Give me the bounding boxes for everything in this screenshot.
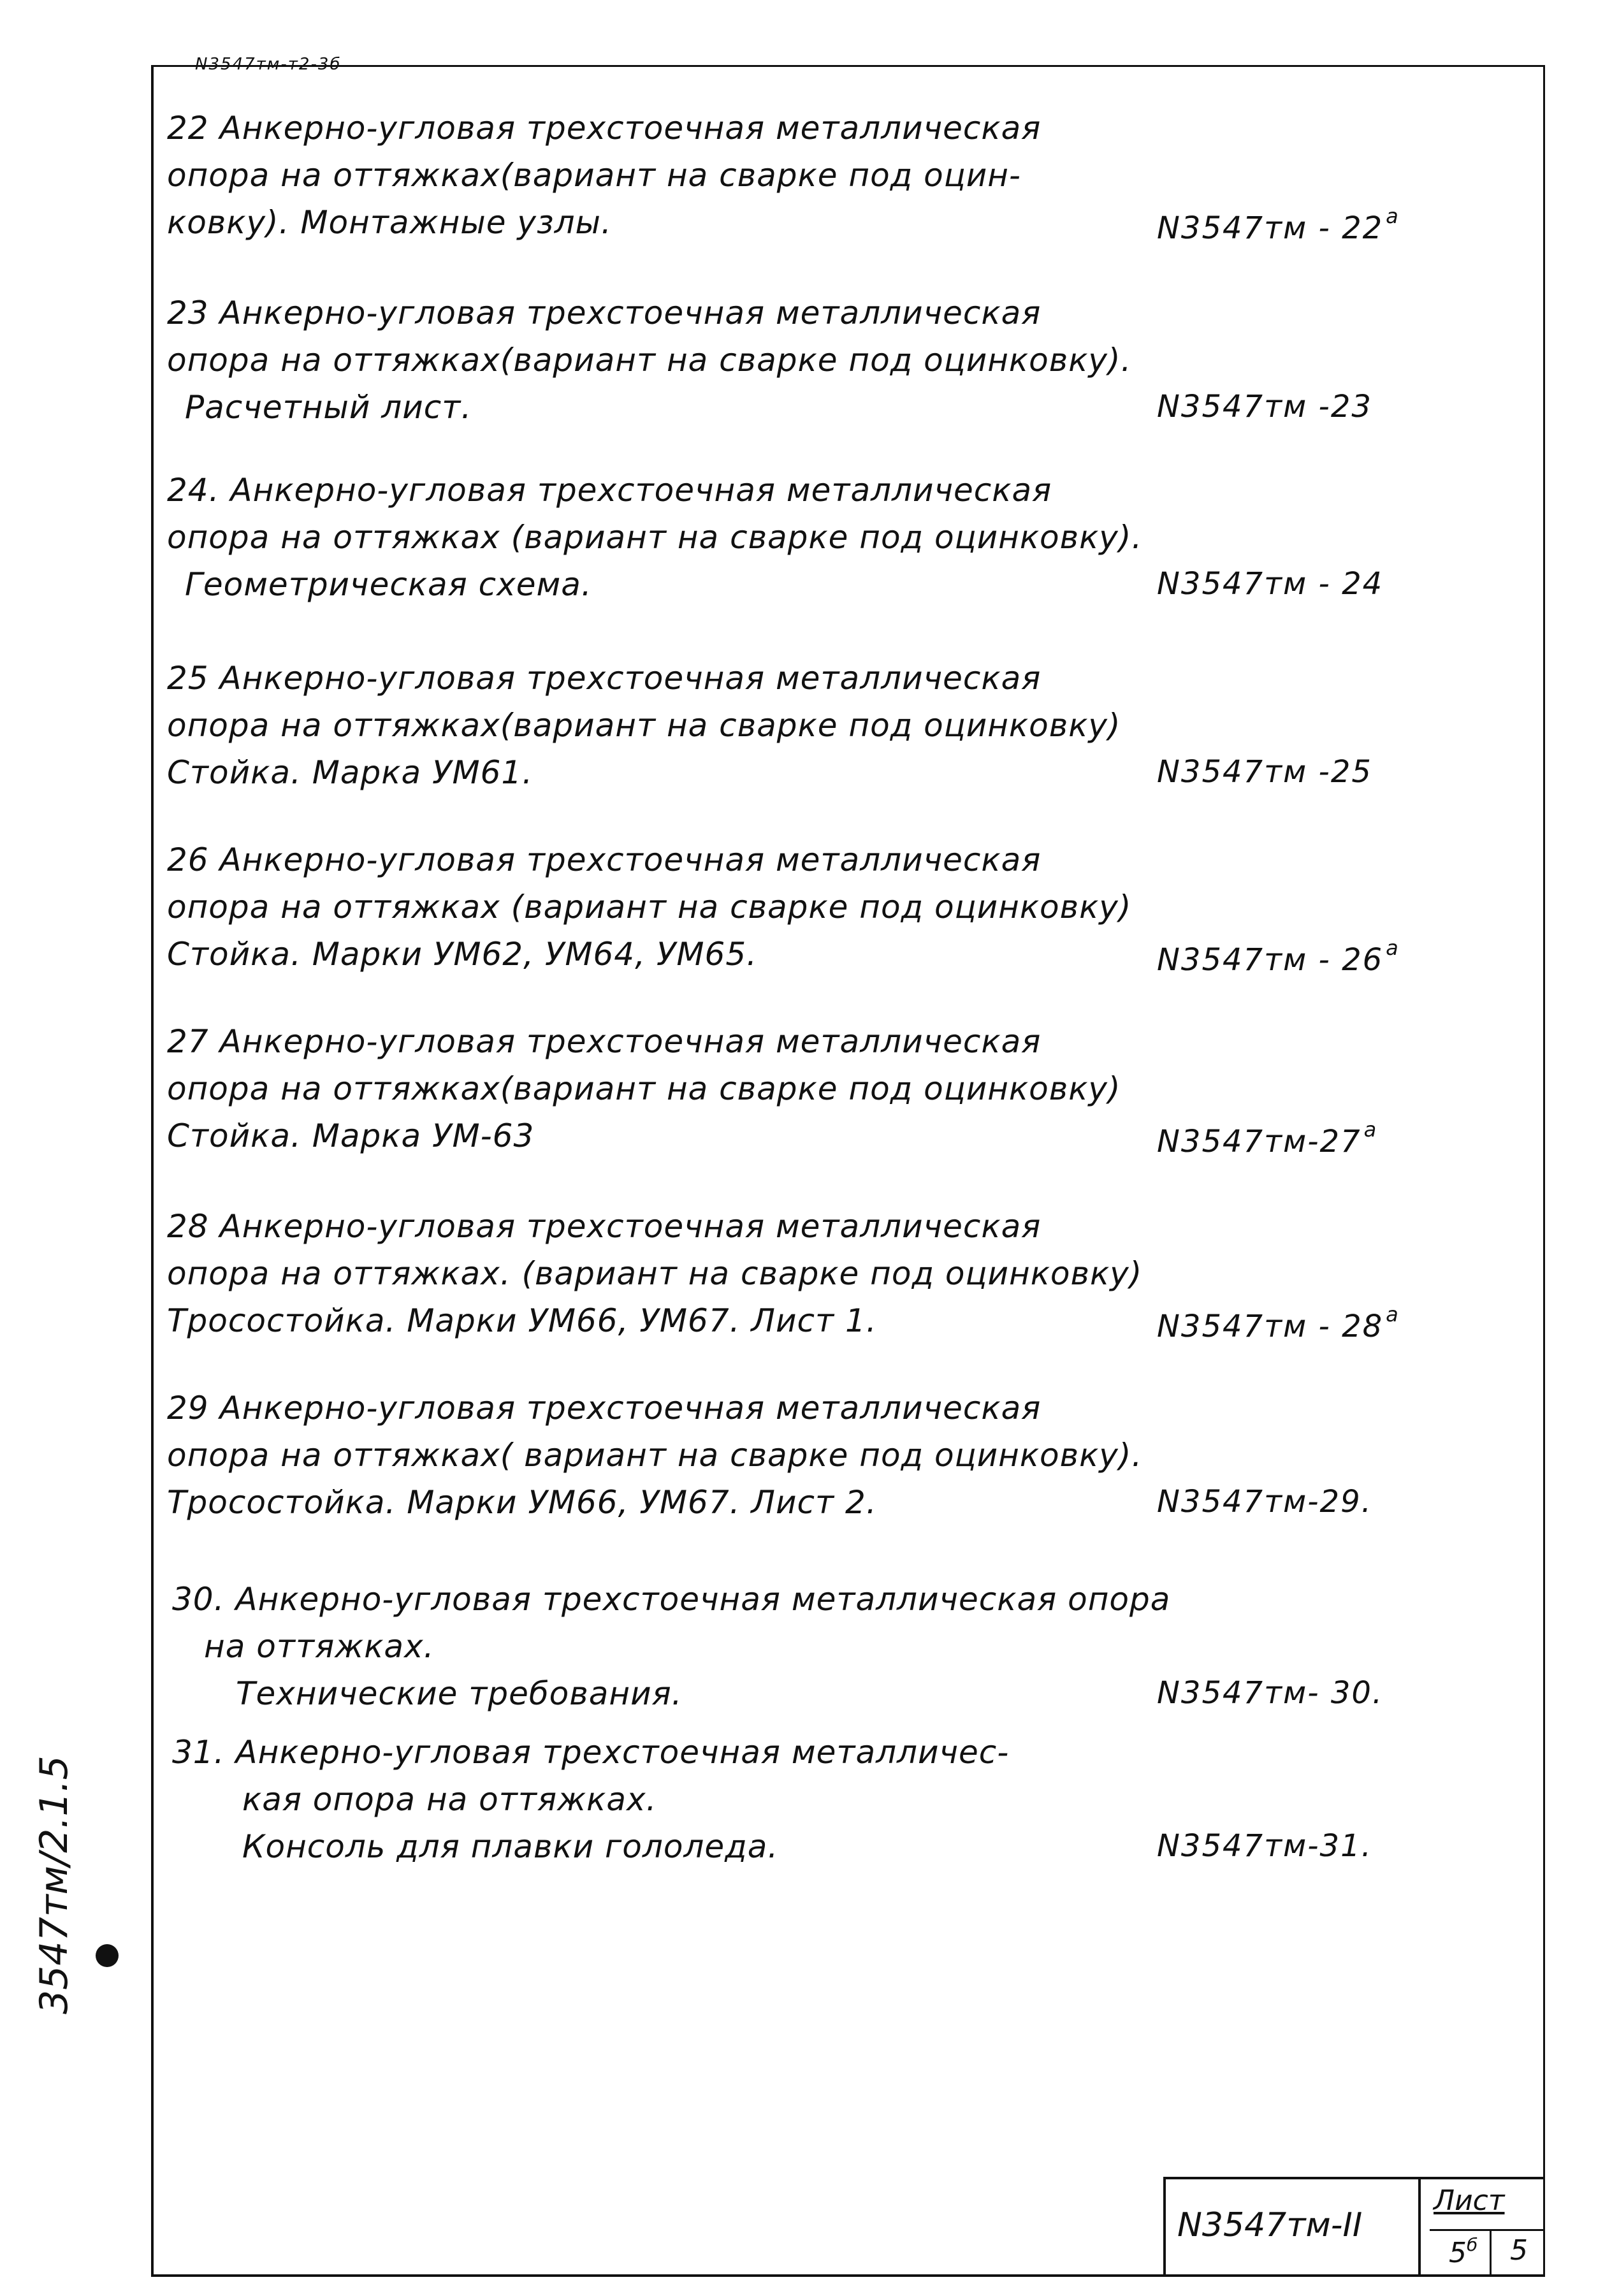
- entry-29-line: Тросостойка. Марки УМ66, УМ67. Лист 2.: [167, 1484, 877, 1521]
- entry-23-line: Расчетный лист.: [185, 389, 472, 426]
- entry-27-line: 27 Анкерно-угловая трехстоечная металлическая: [167, 1023, 1042, 1060]
- entry-31-code: [1157, 1828, 1372, 1864]
- stamp-code-box: [1163, 2177, 1418, 2276]
- entry-30-code: [1157, 1675, 1383, 1711]
- entry-23-code: [1157, 389, 1372, 425]
- entry-27-line: Стойка. Марка УМ-63: [167, 1117, 535, 1154]
- entry-22-line: 22 Анкерно-угловая трехстоечная металлическая: [167, 110, 1042, 147]
- margin-dot: [96, 1944, 119, 1967]
- entry-22-line: ковку). Монтажные узлы.: [167, 204, 612, 241]
- code-text: N3547тм-29.: [1157, 1484, 1372, 1520]
- entry-27-code: [1157, 1117, 1377, 1159]
- entry-29-line: опора на оттяжках( вариант на сварке под оцинковку).: [167, 1437, 1143, 1474]
- code-text: N3547тм - 22: [1157, 210, 1384, 246]
- sheet-total: 5: [1510, 2234, 1528, 2267]
- entry-26-line: 26 Анкерно-угловая трехстоечная металлическая: [167, 841, 1042, 878]
- entry-31-line: кая опора на оттяжках.: [242, 1781, 657, 1818]
- entry-26-line: Стойка. Марки УМ62, УМ64, УМ65.: [167, 936, 758, 973]
- entry-23-line: опора на оттяжках(вариант на сварке под оцинковку).: [167, 342, 1132, 379]
- entry-29-code: [1157, 1484, 1372, 1520]
- entry-31-line: Консоль для плавки гололеда.: [242, 1828, 779, 1865]
- code-suffix: а: [1386, 936, 1400, 960]
- entry-27-line: опора на оттяжках(вариант на сварке под оцинковку): [167, 1070, 1121, 1107]
- entry-24-line: Геометрическая схема.: [185, 566, 592, 603]
- code-suffix: а: [1363, 1117, 1378, 1142]
- entry-24-code: [1157, 566, 1383, 602]
- entry-25-line: опора на оттяжках(вариант на сварке под оцинковку): [167, 707, 1121, 744]
- entry-22-line: опора на оттяжках(вариант на сварке под оцин-: [167, 157, 1021, 194]
- entry-22-code: [1157, 204, 1400, 246]
- entry-23-line: 23 Анкерно-угловая трехстоечная металлическая: [167, 294, 1042, 331]
- code-text: N3547тм - 24: [1157, 566, 1384, 602]
- entry-28-line: Тросостойка. Марки УМ66, УМ67. Лист 1.: [167, 1302, 877, 1339]
- entry-25-line: Стойка. Марка УМ61.: [167, 754, 534, 791]
- code-text: N3547тм -23: [1157, 389, 1372, 425]
- entry-29-line: 29 Анкерно-угловая трехстоечная металлическая: [167, 1390, 1042, 1427]
- entry-26-code: [1157, 936, 1400, 978]
- margin-note-text: 3547тм/2.1.5: [32, 1755, 76, 2014]
- entry-28-line: 28 Анкерно-угловая трехстоечная металлическая: [167, 1208, 1042, 1245]
- sheet-divider: [1490, 2229, 1492, 2276]
- entry-24-line: опора на оттяжках (вариант на сварке под оцинковку).: [167, 519, 1143, 556]
- code-text: N3547тм-27: [1157, 1124, 1361, 1159]
- code-suffix: а: [1386, 1302, 1400, 1326]
- sheet-number: [1449, 2234, 1477, 2269]
- entry-25-code: [1157, 754, 1372, 790]
- entry-28-code: [1157, 1302, 1400, 1344]
- entry-25-line: 25 Анкерно-угловая трехстоечная металлическая: [167, 660, 1042, 697]
- sheet-label: Лист: [1434, 2184, 1505, 2217]
- sheet-number-value: 5: [1449, 2237, 1467, 2269]
- header-note: N3547тм-т2-3б: [195, 55, 342, 74]
- entry-24-line: 24. Анкерно-угловая трехстоечная металлическая: [167, 472, 1052, 509]
- entry-31-line: 31. Анкерно-угловая трехстоечная металличес-: [172, 1734, 1010, 1771]
- code-text: N3547тм-31.: [1157, 1828, 1372, 1864]
- sheet-divider: [1430, 2229, 1545, 2231]
- entry-26-line: опора на оттяжках (вариант на сварке под оцинковку): [167, 889, 1132, 926]
- code-text: N3547тм - 28: [1157, 1309, 1384, 1344]
- entry-30-line: Технические требования.: [236, 1675, 683, 1712]
- code-text: N3547тм -25: [1157, 754, 1372, 790]
- entry-30-line: 30. Анкерно-угловая трехстоечная металлическая опора: [172, 1581, 1171, 1618]
- stamp-code: N3547тм-II: [1177, 2206, 1363, 2244]
- code-text: N3547тм- 30.: [1157, 1675, 1384, 1711]
- sheet-number-sup: б: [1467, 2234, 1478, 2255]
- code-suffix: а: [1386, 204, 1400, 228]
- entry-28-line: опора на оттяжках. (вариант на сварке под оцинковку): [167, 1255, 1143, 1292]
- sheet-box: [1418, 2177, 1545, 2276]
- code-text: N3547тм - 26: [1157, 942, 1384, 978]
- entry-30-line: на оттяжках.: [204, 1628, 435, 1665]
